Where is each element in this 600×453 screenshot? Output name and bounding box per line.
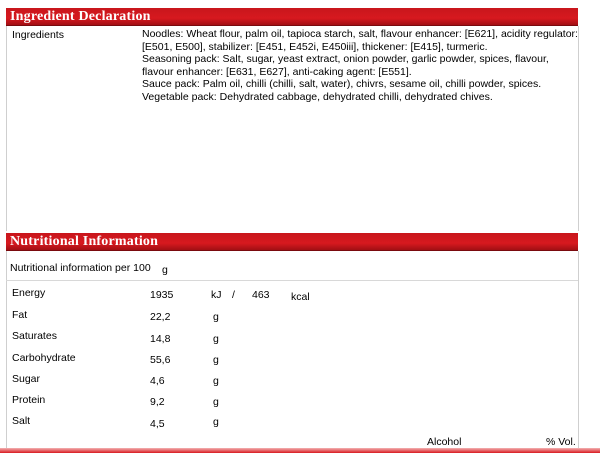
energy-label: Energy <box>12 287 46 299</box>
ingredients-line-vegetable: Vegetable pack: Dehydrated cabbage, dehydrated chilli, dehydrated chives. <box>142 90 493 103</box>
ingredients-line-noodles-1: Noodles: Wheat flour, palm oil, tapioca starch, salt, flavour enhancer: [E621], acidity regulator: <box>142 28 578 40</box>
alcohol-label: Alcohol <box>427 436 462 448</box>
nutrient-label: Sugar <box>12 373 41 385</box>
ingredients-line-noodles-2: [E501, E500], stabilizer: [E451, E452i, E450iii], thickener: [E415], turmeric. <box>142 40 488 53</box>
ingredients-line-seasoning-1: Seasoning pack: Salt, sugar, yeast extract, onion powder, garlic powder, spices, flavour, <box>142 53 549 66</box>
nutrient-unit: g <box>213 354 219 366</box>
energy-kcal-value: 463 <box>252 289 270 301</box>
energy-separator: / <box>232 289 235 301</box>
nutrient-unit: g <box>213 311 219 323</box>
nutrient-unit: g <box>213 416 219 428</box>
energy-kcal-unit: kcal <box>291 291 310 303</box>
ingredients-line-sauce: Sauce pack: Palm oil, chilli (chilli, salt, water), chivrs, sesame oil, chilli powder, spices. <box>142 78 542 91</box>
nutrient-value: 14,8 <box>150 333 171 345</box>
energy-kj-value: 1935 <box>150 289 174 301</box>
nutrient-unit: g <box>213 333 219 345</box>
nutrition-per-label: Nutritional information per 100 <box>10 262 151 274</box>
nutrient-value: 55,6 <box>150 354 171 366</box>
nutrient-label: Carbohydrate <box>12 352 76 364</box>
ingredients-label: Ingredients <box>12 29 64 41</box>
nutrient-value: 4,5 <box>150 418 165 430</box>
nutrient-label: Fat <box>12 309 28 321</box>
ingredient-declaration-title: Ingredient Declaration <box>10 9 151 24</box>
nutrition-per-unit: g <box>162 264 168 276</box>
nutritional-information-title: Nutritional Information <box>10 234 159 249</box>
ingredients-left-border <box>6 26 7 231</box>
ingredients-line-seasoning-2: flavour enhancer: [E631, E627], anti-caking agent: [E551]. <box>142 65 412 78</box>
ingredient-declaration-header <box>6 8 578 26</box>
energy-kj-unit: kJ <box>211 289 222 301</box>
nutrient-unit: g <box>213 375 219 387</box>
nutrient-label: Protein <box>12 394 46 406</box>
alcohol-unit: % Vol. <box>546 436 576 448</box>
ingredients-list <box>142 28 580 104</box>
nutrient-unit: g <box>213 396 219 408</box>
nutrition-right-border <box>578 251 579 448</box>
nutrient-label: Salt <box>12 415 31 427</box>
nutrition-divider <box>6 280 578 281</box>
nutrient-value: 9,2 <box>150 396 165 408</box>
nutrient-label: Saturates <box>12 330 57 342</box>
nutritional-information-header <box>6 233 578 251</box>
nutrient-value: 22,2 <box>150 311 171 323</box>
nutrient-value: 4,6 <box>150 375 165 387</box>
bottom-red-bar <box>0 448 600 453</box>
